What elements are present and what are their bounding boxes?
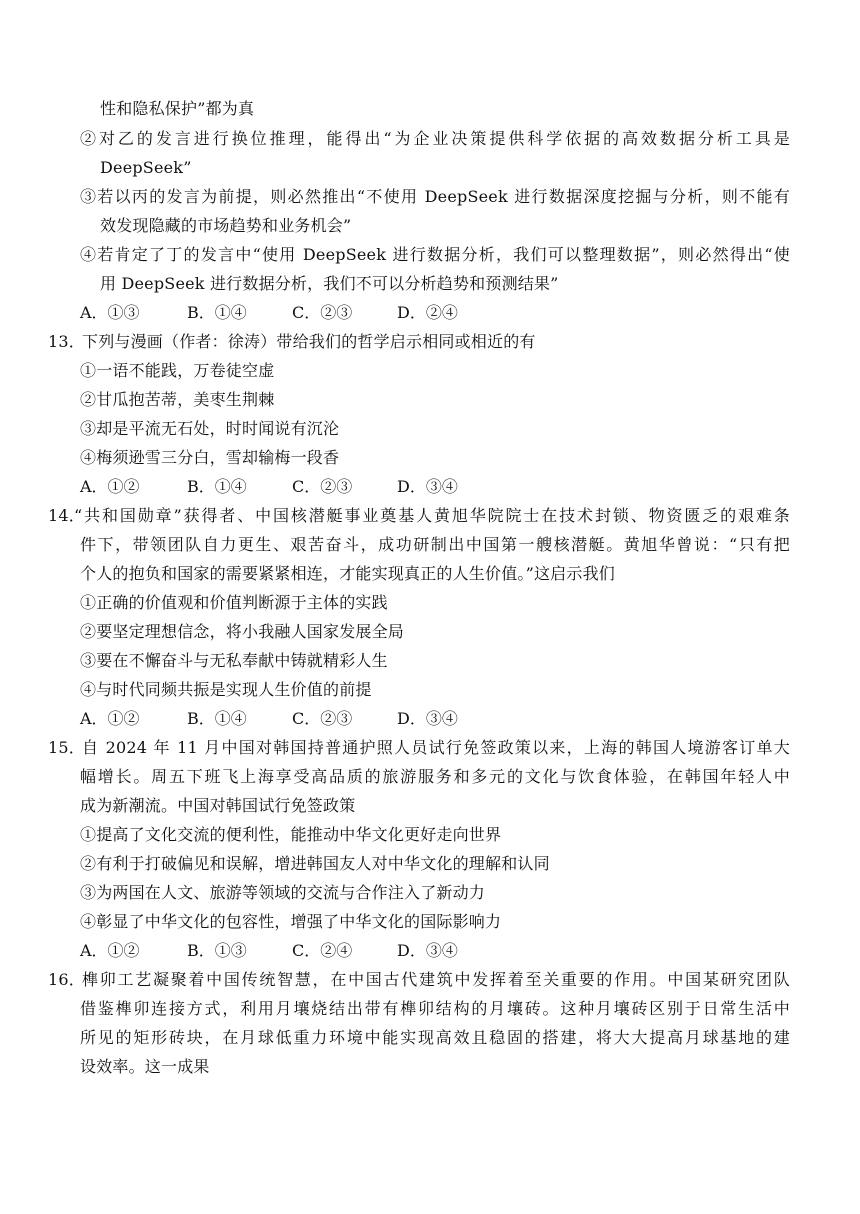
option-a[interactable]: A．①② xyxy=(80,477,140,496)
q16-stem-line-4: 设效率。这一成果 xyxy=(80,1057,210,1076)
q12-continuation-line: 性和隐私保护”都为真 xyxy=(100,99,255,118)
q15-stem-line-2: 幅增长。周五下班飞上海享受高品质的旅游服务和多元的文化与饮食体验，在韩国年轻人中 xyxy=(80,767,790,786)
q13-options xyxy=(80,476,780,498)
option-b[interactable]: B．①④ xyxy=(187,303,247,322)
option-a[interactable]: A．①② xyxy=(80,709,140,728)
q12-item-3: ③若以丙的发言为前提，则必然推出“不使用 DeepSeek 进行数据深度挖掘与分析，则不能有 xyxy=(80,187,790,206)
q12-item-2-cont: DeepSeek” xyxy=(100,158,192,177)
q15-item-2: ②有利于打破偏见和误解，增进韩国友人对中华文化的理解和认同 xyxy=(80,854,550,873)
q13-stem: 下列与漫画（作者：徐涛）带给我们的哲学启示相同或相近的有 xyxy=(82,332,536,351)
option-b[interactable]: B．①④ xyxy=(187,477,247,496)
q13-item-3: ③却是平流无石处，时时闻说有沉沦 xyxy=(80,419,340,438)
q13-item-2: ②甘瓜抱苦蒂，美枣生荆棘 xyxy=(80,390,275,409)
q15-options xyxy=(80,940,780,962)
q15-item-1: ①提高了文化交流的便利性，能推动中华文化更好走向世界 xyxy=(80,825,502,844)
option-d[interactable]: D．③④ xyxy=(397,941,458,960)
option-b[interactable]: B．①④ xyxy=(187,709,247,728)
q12-item-3-cont: 效发现隐藏的市场趋势和业务机会” xyxy=(100,216,352,235)
option-c[interactable]: C．②③ xyxy=(292,477,353,496)
option-c[interactable]: C．②③ xyxy=(292,303,353,322)
q16-stem-line-3: 所见的矩形砖块，在月球低重力环境中能实现高效且稳固的搭建，将大大提高月球基地的建 xyxy=(80,1028,790,1047)
q14-number: 14． xyxy=(48,506,85,525)
q16-stem-line-2: 借鉴榫卯连接方式，利用月壤烧结出带有榫卯结构的月壤砖。这种月壤砖区别于日常生活中 xyxy=(80,999,790,1018)
q12-item-4-cont: 用 DeepSeek 进行数据分析，我们不可以分析趋势和预测结果” xyxy=(100,274,559,293)
option-a[interactable]: A．①③ xyxy=(80,303,140,322)
q14-item-3: ③要在不懈奋斗与无私奉献中铸就精彩人生 xyxy=(80,651,388,670)
q15-stem-line-1: 自 2024 年 11 月中国对韩国持普通护照人员试行免签政策以来，上海的韩国人境游客订单大 xyxy=(82,738,790,757)
q12-item-2: ②对乙的发言进行换位推理，能得出“为企业决策提供科学依据的高效数据分析工具是 xyxy=(80,129,790,148)
q15-item-4: ④彰显了中华文化的包容性，增强了中华文化的国际影响力 xyxy=(80,912,502,931)
q14-stem-line-2: 件下，带领团队自力更生、艰苦奋斗，成功研制出中国第一艘核潜艇。黄旭华曾说：“只有把 xyxy=(80,535,790,554)
option-b[interactable]: B．①③ xyxy=(187,941,247,960)
q13-number: 13． xyxy=(48,332,85,351)
q12-item-4: ④若肯定了丁的发言中“使用 DeepSeek 进行数据分析，我们可以整理数据”，则必然得出“使 xyxy=(80,245,790,264)
q14-item-2: ②要坚定理想信念，将小我融人国家发展全局 xyxy=(80,622,405,641)
option-d[interactable]: D．③④ xyxy=(397,477,458,496)
q13-item-4: ④梅须逊雪三分白，雪却输梅一段香 xyxy=(80,448,340,467)
q14-item-4: ④与时代同频共振是实现人生价值的前提 xyxy=(80,680,372,699)
q14-stem-line-1: “共和国勋章”获得者、中国核潜艇事业奠基人黄旭华院院士在技术封锁、物资匮乏的艰难条 xyxy=(74,506,790,525)
q15-item-3: ③为两国在人文、旅游等领域的交流与合作注入了新动力 xyxy=(80,883,486,902)
q15-number: 15． xyxy=(48,738,85,757)
q16-stem-line-1: 榫卯工艺凝聚着中国传统智慧，在中国古代建筑中发挥着至关重要的作用。中国某研究团队 xyxy=(82,970,790,989)
option-d[interactable]: D．③④ xyxy=(397,709,458,728)
q13-item-1: ①一语不能践，万卷徒空虚 xyxy=(80,361,275,380)
option-d[interactable]: D．②④ xyxy=(397,303,458,322)
option-c[interactable]: C．②④ xyxy=(292,941,353,960)
q12-options xyxy=(80,302,780,324)
option-c[interactable]: C．②③ xyxy=(292,709,353,728)
option-a[interactable]: A．①② xyxy=(80,941,140,960)
q15-stem-line-3: 成为新潮流。中国对韩国试行免签政策 xyxy=(80,796,356,815)
q14-item-1: ①正确的价值观和价值判断源于主体的实践 xyxy=(80,593,388,612)
q14-stem-line-3: 个人的抱负和国家的需要紧紧相连，才能实现真正的人生价值。”这启示我们 xyxy=(80,564,615,583)
q16-number: 16． xyxy=(48,970,85,989)
q14-options xyxy=(80,708,780,730)
